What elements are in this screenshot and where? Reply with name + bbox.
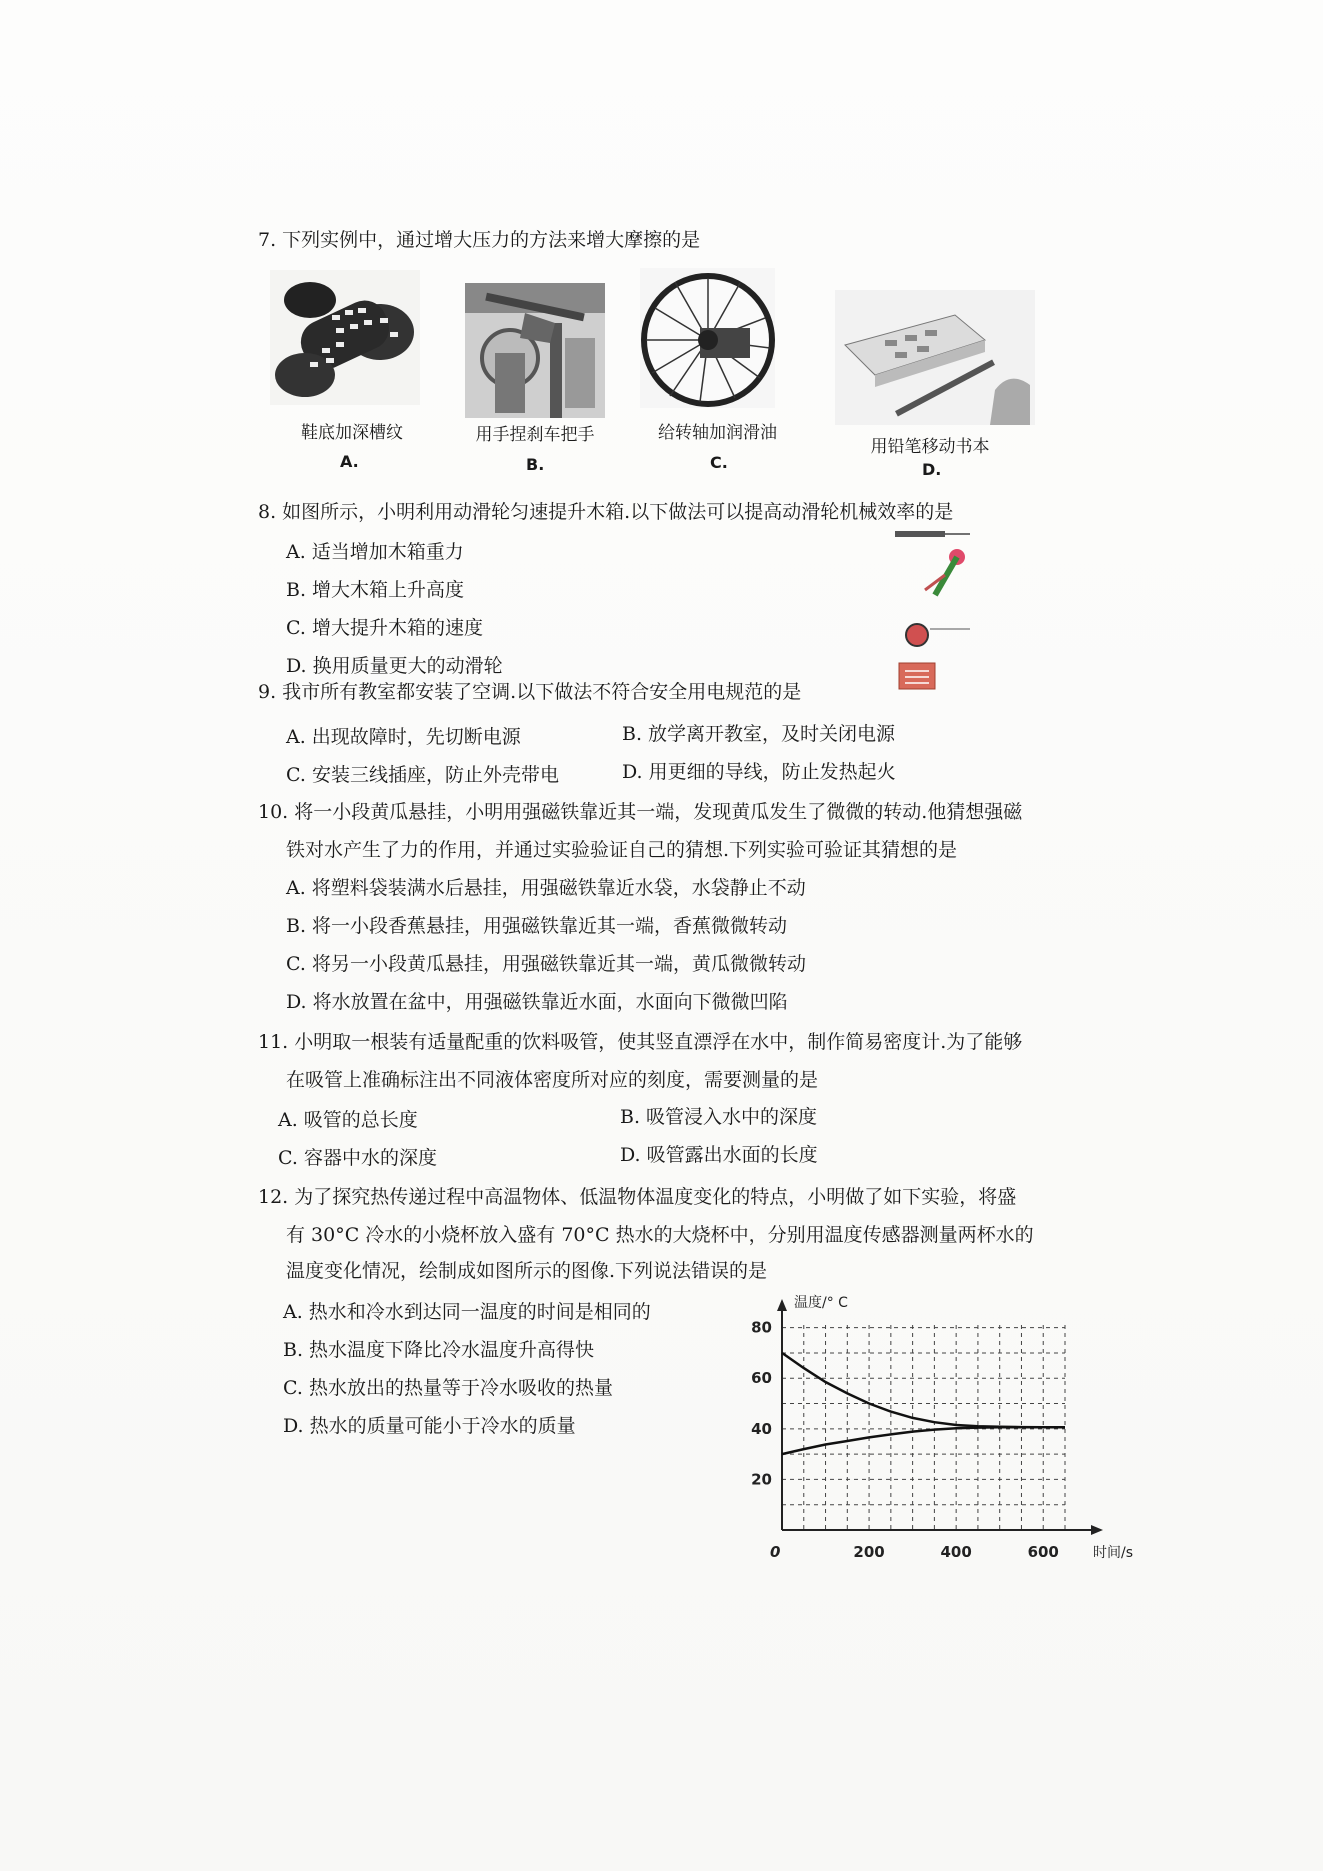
q12-option-b: B. 热水温度下降比冷水温度升高得快	[283, 1339, 595, 1361]
q10-option-b: B. 将一小段香蕉悬挂，用强磁铁靠近其一端，香蕉微微转动	[286, 915, 788, 937]
question-12-stem-line-1: 12. 为了探究热传递过程中高温物体、低温物体温度变化的特点，小明做了如下实验，将盛	[258, 1186, 1017, 1208]
y-axis-arrow	[777, 1299, 787, 1311]
q7-option-d-caption: 用铅笔移动书本	[870, 437, 990, 457]
q8-option-b: B. 增大木箱上升高度	[286, 579, 465, 601]
q7-option-c-letter: C.	[710, 453, 728, 472]
q12-option-a: A. 热水和冷水到达同一温度的时间是相同的	[283, 1301, 651, 1323]
q9-option-d: D. 用更细的导线，防止发热起火	[622, 761, 896, 783]
hot-water-curve	[782, 1353, 1065, 1427]
y-axis-label: 温度/° C	[794, 1295, 848, 1311]
x-tick-label: 400	[940, 1543, 972, 1561]
q9-option-c: C. 安装三线插座，防止外壳带电	[286, 764, 559, 786]
temperature-time-chart	[730, 1285, 1134, 1575]
q12-option-d: D. 热水的质量可能小于冷水的质量	[283, 1415, 576, 1437]
y-tick-label: 80	[751, 1318, 772, 1337]
question-12-stem-line-3: 温度变化情况，绘制成如图所示的图像.下列说法错误的是	[286, 1260, 768, 1282]
y-tick-label: 60	[751, 1369, 772, 1388]
q8-option-d: D. 换用质量更大的动滑轮	[286, 655, 503, 677]
q11-option-c: C. 容器中水的深度	[278, 1147, 437, 1169]
q9-option-a: A. 出现故障时，先切断电源	[286, 726, 521, 748]
cold-water-curve	[782, 1427, 1065, 1454]
x-axis-arrow	[1091, 1525, 1103, 1535]
q8-option-a: A. 适当增加木箱重力	[286, 541, 464, 563]
q7-option-c-caption: 给转轴加润滑油	[658, 423, 777, 443]
q10-option-c: C. 将另一小段黄瓜悬挂，用强磁铁靠近其一端，黄瓜微微转动	[286, 953, 806, 975]
q12-option-c: C. 热水放出的热量等于冷水吸收的热量	[283, 1377, 613, 1399]
question-10-stem-line-1: 10. 将一小段黄瓜悬挂，小明用强磁铁靠近其一端，发现黄瓜发生了微微的转动.他猜想强磁	[258, 801, 1023, 823]
q8-option-c: C. 增大提升木箱的速度	[286, 617, 483, 639]
q11-option-a: A. 吸管的总长度	[278, 1109, 418, 1131]
question-10-stem-line-2: 铁对水产生了力的作用，并通过实验验证自己的猜想.下列实验可验证其猜想的是	[286, 839, 958, 861]
brake-handle-image	[465, 283, 605, 418]
q7-option-a-letter: A.	[340, 452, 359, 471]
shoe-sole-image	[270, 270, 420, 405]
y-tick-label: 20	[751, 1470, 772, 1489]
x-tick-label: 200	[853, 1543, 885, 1561]
question-8-stem: 8. 如图所示，小明利用动滑轮匀速提升木箱.以下做法可以提高动滑轮机械效率的是	[258, 501, 954, 523]
q11-option-b: B. 吸管浸入水中的深度	[620, 1106, 818, 1128]
q7-option-a-caption: 鞋底加深槽纹	[301, 423, 403, 443]
q9-option-b: B. 放学离开教室，及时关闭电源	[622, 723, 896, 745]
question-12-stem-line-2: 有 30°C 冷水的小烧杯放入盛有 70°C 热水的大烧杯中，分别用温度传感器测量两杯水的	[286, 1224, 1034, 1246]
question-11-stem-line-2: 在吸管上准确标注出不同液体密度所对应的刻度，需要测量的是	[286, 1069, 819, 1091]
wheel-axle-image	[640, 268, 775, 408]
q7-option-b-caption: 用手捏刹车把手	[475, 425, 595, 445]
pulley-box-image	[895, 525, 975, 695]
x-tick-label: 600	[1027, 1543, 1059, 1561]
pencil-book-image	[835, 290, 1035, 425]
question-7-stem: 7. 下列实例中，通过增大压力的方法来增大摩擦的是	[258, 229, 701, 251]
q7-option-d-letter: D.	[922, 460, 942, 479]
q11-option-d: D. 吸管露出水面的长度	[620, 1144, 818, 1166]
q7-option-b-letter: B.	[526, 455, 545, 474]
q10-option-a: A. 将塑料袋装满水后悬挂，用强磁铁靠近水袋，水袋静止不动	[286, 877, 806, 899]
x-axis-label: 时间/s	[1093, 1545, 1134, 1561]
q10-option-d: D. 将水放置在盆中，用强磁铁靠近水面，水面向下微微凹陷	[286, 991, 788, 1013]
y-tick-label: 40	[751, 1419, 772, 1438]
origin-label: 0	[770, 1543, 781, 1561]
question-11-stem-line-1: 11. 小明取一根装有适量配重的饮料吸管，使其竖直漂浮在水中，制作简易密度计.为了能够	[258, 1031, 1023, 1053]
question-9-stem: 9. 我市所有教室都安装了空调.以下做法不符合安全用电规范的是	[258, 681, 802, 703]
